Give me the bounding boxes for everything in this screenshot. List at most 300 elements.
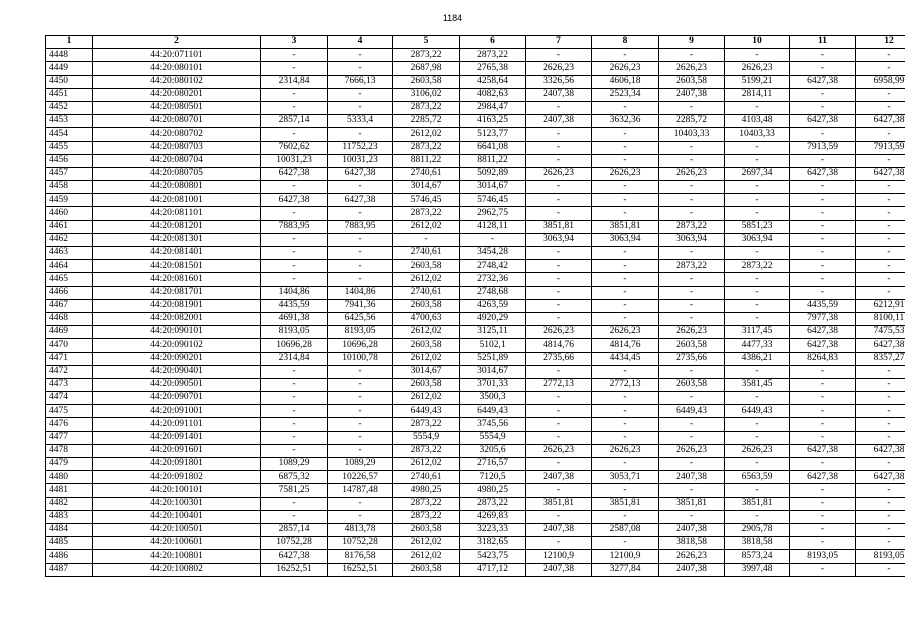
table-row bbox=[46, 88, 905, 101]
table-cell-col-5: 2603,58 bbox=[393, 260, 460, 273]
table-cell-col-7: - bbox=[526, 247, 592, 260]
table-cell-col-2: 44:20:081201 bbox=[93, 220, 261, 233]
table-cell-col-4: 8193,05 bbox=[328, 326, 393, 339]
table-cell-col-3: 1089,29 bbox=[261, 458, 328, 471]
table-cell-col-1: 4449 bbox=[46, 62, 93, 75]
table-cell-col-3: - bbox=[261, 444, 328, 457]
table-cell-col-11: - bbox=[790, 405, 856, 418]
table-row bbox=[46, 418, 905, 431]
table-cell-col-11: 6427,38 bbox=[790, 115, 856, 128]
table-cell-col-4: - bbox=[328, 207, 393, 220]
table-cell-col-11: - bbox=[790, 273, 856, 286]
table-cell-col-11: 6427,38 bbox=[790, 167, 856, 180]
table-cell-col-4: - bbox=[328, 101, 393, 114]
table-cell-col-6: 3745,56 bbox=[460, 418, 526, 431]
table-cell-col-7: - bbox=[526, 484, 592, 497]
table-cell-col-1: 4482 bbox=[46, 497, 93, 510]
table-cell-col-3: - bbox=[261, 49, 328, 62]
table-cell-col-4: - bbox=[328, 365, 393, 378]
table-cell-col-12: - bbox=[856, 431, 905, 444]
table-cell-col-12: 6427,38 bbox=[856, 339, 905, 352]
column-header-8: 8 bbox=[592, 36, 659, 49]
table-row bbox=[46, 405, 905, 418]
table-cell-col-5: 4700,63 bbox=[393, 312, 460, 325]
table-cell-col-1: 4472 bbox=[46, 365, 93, 378]
column-header-12: 12 bbox=[856, 36, 905, 49]
table-cell-col-9: - bbox=[659, 207, 725, 220]
table-cell-col-8: 4434,45 bbox=[592, 352, 659, 365]
table-cell-col-2: 44:20:080703 bbox=[93, 141, 261, 154]
table-cell-col-2: 44:20:080501 bbox=[93, 101, 261, 114]
table-cell-col-9: 2626,23 bbox=[659, 444, 725, 457]
table-cell-col-9: 2873,22 bbox=[659, 220, 725, 233]
table-cell-col-1: 4483 bbox=[46, 510, 93, 523]
table-cell-col-8: - bbox=[592, 510, 659, 523]
table-cell-col-1: 4458 bbox=[46, 181, 93, 194]
table-cell-col-6: 3182,65 bbox=[460, 537, 526, 550]
table-cell-col-4: 8176,58 bbox=[328, 550, 393, 563]
table-cell-col-4: 1089,29 bbox=[328, 458, 393, 471]
table-cell-col-7: - bbox=[526, 299, 592, 312]
table-cell-col-4: 10752,28 bbox=[328, 537, 393, 550]
table-cell-col-4: - bbox=[328, 510, 393, 523]
table-cell-col-11: - bbox=[790, 128, 856, 141]
table-cell-col-11: - bbox=[790, 233, 856, 246]
table-cell-col-9: - bbox=[659, 365, 725, 378]
table-cell-col-8: - bbox=[592, 247, 659, 260]
column-header-11: 11 bbox=[790, 36, 856, 49]
table-cell-col-7: - bbox=[526, 418, 592, 431]
table-cell-col-6: 2732,36 bbox=[460, 273, 526, 286]
table-cell-col-9: 10403,33 bbox=[659, 128, 725, 141]
table-cell-col-1: 4455 bbox=[46, 141, 93, 154]
table-cell-col-5: 3106,02 bbox=[393, 88, 460, 101]
table-cell-col-9: - bbox=[659, 312, 725, 325]
table-cell-col-11: - bbox=[790, 497, 856, 510]
table-cell-col-5: 4980,25 bbox=[393, 484, 460, 497]
table-cell-col-7: 2772,13 bbox=[526, 378, 592, 391]
table-cell-col-12: - bbox=[856, 88, 905, 101]
table-cell-col-5: 2873,22 bbox=[393, 510, 460, 523]
table-cell-col-3: 7883,95 bbox=[261, 220, 328, 233]
table-cell-col-10: - bbox=[725, 431, 790, 444]
table-cell-col-12: - bbox=[856, 563, 905, 576]
table-cell-col-4: 14787,48 bbox=[328, 484, 393, 497]
table-cell-col-3: 6427,38 bbox=[261, 194, 328, 207]
table-cell-col-9: - bbox=[659, 141, 725, 154]
table-cell-col-12: - bbox=[856, 194, 905, 207]
table-cell-col-4: - bbox=[328, 62, 393, 75]
table-cell-col-9: - bbox=[659, 154, 725, 167]
table-body bbox=[46, 49, 905, 577]
table-cell-col-3: 4435,59 bbox=[261, 299, 328, 312]
table-cell-col-8: - bbox=[592, 207, 659, 220]
table-cell-col-9: 2407,38 bbox=[659, 471, 725, 484]
table-cell-col-9: - bbox=[659, 431, 725, 444]
table-cell-col-5: 2612,02 bbox=[393, 392, 460, 405]
table-cell-col-12: - bbox=[856, 523, 905, 536]
table-cell-col-5: 2612,02 bbox=[393, 220, 460, 233]
table-cell-col-7: 2626,23 bbox=[526, 326, 592, 339]
table-cell-col-2: 44:20:080101 bbox=[93, 62, 261, 75]
table-cell-col-7: - bbox=[526, 141, 592, 154]
table-cell-col-2: 44:20:090101 bbox=[93, 326, 261, 339]
table-cell-col-10: - bbox=[725, 247, 790, 260]
table-cell-col-2: 44:20:091101 bbox=[93, 418, 261, 431]
table-cell-col-3: 6427,38 bbox=[261, 550, 328, 563]
table-cell-col-10: - bbox=[725, 299, 790, 312]
table-row bbox=[46, 352, 905, 365]
table-cell-col-2: 44:20:080704 bbox=[93, 154, 261, 167]
table-cell-col-6: 4920,29 bbox=[460, 312, 526, 325]
table-cell-col-11: - bbox=[790, 458, 856, 471]
table-cell-col-4: 10100,78 bbox=[328, 352, 393, 365]
column-header-2: 2 bbox=[93, 36, 261, 49]
table-cell-col-5: 2740,61 bbox=[393, 471, 460, 484]
table-cell-col-2: 44:20:091801 bbox=[93, 458, 261, 471]
table-cell-col-9: - bbox=[659, 273, 725, 286]
table-cell-col-8: 2626,23 bbox=[592, 167, 659, 180]
table-cell-col-5: 2873,22 bbox=[393, 141, 460, 154]
table-cell-col-12: - bbox=[856, 181, 905, 194]
page-number: 1184 bbox=[442, 13, 463, 23]
table-row bbox=[46, 260, 905, 273]
table-cell-col-1: 4484 bbox=[46, 523, 93, 536]
table-cell-col-10: 3063,94 bbox=[725, 233, 790, 246]
table-cell-col-9: 2285,72 bbox=[659, 115, 725, 128]
table-cell-col-7: 2735,66 bbox=[526, 352, 592, 365]
table-cell-col-1: 4473 bbox=[46, 378, 93, 391]
table-row bbox=[46, 563, 905, 576]
table-cell-col-1: 4453 bbox=[46, 115, 93, 128]
table-cell-col-2: 44:20:080801 bbox=[93, 181, 261, 194]
table-cell-col-5: 2603,58 bbox=[393, 75, 460, 88]
table-cell-col-9: 2873,22 bbox=[659, 260, 725, 273]
table-row bbox=[46, 273, 905, 286]
table-cell-col-2: 44:20:081701 bbox=[93, 286, 261, 299]
table-cell-col-1: 4457 bbox=[46, 167, 93, 180]
table-cell-col-11: - bbox=[790, 418, 856, 431]
table-cell-col-12: 6427,38 bbox=[856, 167, 905, 180]
table-cell-col-10: 4477,33 bbox=[725, 339, 790, 352]
table-cell-col-11: 4435,59 bbox=[790, 299, 856, 312]
column-header-5: 5 bbox=[393, 36, 460, 49]
table-cell-col-2: 44:20:091401 bbox=[93, 431, 261, 444]
table-cell-col-7: - bbox=[526, 207, 592, 220]
table-cell-col-7: 12100,9 bbox=[526, 550, 592, 563]
table-cell-col-1: 4476 bbox=[46, 418, 93, 431]
table-cell-col-9: 2407,38 bbox=[659, 88, 725, 101]
table-cell-col-7: 2407,38 bbox=[526, 471, 592, 484]
table-cell-col-8: 3632,36 bbox=[592, 115, 659, 128]
table-cell-col-6: 3205,6 bbox=[460, 444, 526, 457]
table-cell-col-8: 3277,84 bbox=[592, 563, 659, 576]
table-cell-col-4: 6427,38 bbox=[328, 194, 393, 207]
table-cell-col-11: - bbox=[790, 194, 856, 207]
table-cell-col-4: - bbox=[328, 181, 393, 194]
table-cell-col-1: 4448 bbox=[46, 49, 93, 62]
table-cell-col-8: 2523,34 bbox=[592, 88, 659, 101]
table-cell-col-11: - bbox=[790, 484, 856, 497]
table-cell-col-3: - bbox=[261, 392, 328, 405]
table-cell-col-5: 2612,02 bbox=[393, 537, 460, 550]
table-cell-col-9: 2407,38 bbox=[659, 523, 725, 536]
table-cell-col-6: 3223,33 bbox=[460, 523, 526, 536]
table-cell-col-3: - bbox=[261, 365, 328, 378]
table-cell-col-3: - bbox=[261, 510, 328, 523]
table-cell-col-1: 4451 bbox=[46, 88, 93, 101]
table-cell-col-10: - bbox=[725, 484, 790, 497]
table-cell-col-9: - bbox=[659, 458, 725, 471]
table-cell-col-10: - bbox=[725, 458, 790, 471]
table-cell-col-11: 8193,05 bbox=[790, 550, 856, 563]
table-cell-col-4: - bbox=[328, 247, 393, 260]
table-cell-col-1: 4459 bbox=[46, 194, 93, 207]
table-cell-col-8: - bbox=[592, 181, 659, 194]
table-row bbox=[46, 247, 905, 260]
table-cell-col-5: 2603,58 bbox=[393, 299, 460, 312]
table-cell-col-4: - bbox=[328, 378, 393, 391]
table-cell-col-12: - bbox=[856, 62, 905, 75]
table-cell-col-1: 4487 bbox=[46, 563, 93, 576]
table-cell-col-3: - bbox=[261, 207, 328, 220]
table-row bbox=[46, 286, 905, 299]
table-cell-col-4: - bbox=[328, 260, 393, 273]
table-cell-col-4: 16252,51 bbox=[328, 563, 393, 576]
table-row bbox=[46, 378, 905, 391]
table-cell-col-12: - bbox=[856, 233, 905, 246]
table-cell-col-2: 44:20:100101 bbox=[93, 484, 261, 497]
table-cell-col-2: 44:20:080701 bbox=[93, 115, 261, 128]
table-cell-col-11: - bbox=[790, 220, 856, 233]
table-cell-col-6: 3014,67 bbox=[460, 365, 526, 378]
table-cell-col-3: 6427,38 bbox=[261, 167, 328, 180]
table-cell-col-2: 44:20:080705 bbox=[93, 167, 261, 180]
table-cell-col-10: - bbox=[725, 510, 790, 523]
table-cell-col-5: 2873,22 bbox=[393, 207, 460, 220]
column-header-10: 10 bbox=[725, 36, 790, 49]
table-cell-col-11: - bbox=[790, 88, 856, 101]
column-header-3: 3 bbox=[261, 36, 328, 49]
table-cell-col-11: - bbox=[790, 181, 856, 194]
table-cell-col-12: 6958,99 bbox=[856, 75, 905, 88]
table-cell-col-3: 7581,25 bbox=[261, 484, 328, 497]
table-cell-col-11: - bbox=[790, 247, 856, 260]
table-cell-col-12: 6427,38 bbox=[856, 115, 905, 128]
table-cell-col-11: 8264,83 bbox=[790, 352, 856, 365]
table-row bbox=[46, 510, 905, 523]
table-cell-col-8: 2626,23 bbox=[592, 444, 659, 457]
table-cell-col-6: - bbox=[460, 233, 526, 246]
table-row bbox=[46, 326, 905, 339]
table-cell-col-2: 44:20:080702 bbox=[93, 128, 261, 141]
table-cell-col-5: 3014,67 bbox=[393, 365, 460, 378]
table-cell-col-3: - bbox=[261, 233, 328, 246]
table-cell-col-6: 6641,08 bbox=[460, 141, 526, 154]
table-cell-col-10: 3851,81 bbox=[725, 497, 790, 510]
table-cell-col-9: 2626,23 bbox=[659, 62, 725, 75]
table-cell-col-10: 5851,23 bbox=[725, 220, 790, 233]
table-cell-col-3: 1404,86 bbox=[261, 286, 328, 299]
table-cell-col-6: 2984,47 bbox=[460, 101, 526, 114]
table-cell-col-9: - bbox=[659, 101, 725, 114]
table-cell-col-9: 2603,58 bbox=[659, 339, 725, 352]
table-cell-col-9: 2626,23 bbox=[659, 167, 725, 180]
table-cell-col-8: - bbox=[592, 273, 659, 286]
table-cell-col-3: 2857,14 bbox=[261, 523, 328, 536]
table-cell-col-7: - bbox=[526, 286, 592, 299]
table-cell-col-1: 4481 bbox=[46, 484, 93, 497]
table-cell-col-12: - bbox=[856, 458, 905, 471]
table-row bbox=[46, 339, 905, 352]
table-cell-col-9: - bbox=[659, 49, 725, 62]
table-cell-col-10: 2905,78 bbox=[725, 523, 790, 536]
table-row bbox=[46, 220, 905, 233]
table-cell-col-8: - bbox=[592, 141, 659, 154]
table-cell-col-7: 3326,56 bbox=[526, 75, 592, 88]
table-cell-col-6: 2765,38 bbox=[460, 62, 526, 75]
table-cell-col-4: - bbox=[328, 431, 393, 444]
table-cell-col-12: - bbox=[856, 128, 905, 141]
table-cell-col-1: 4463 bbox=[46, 247, 93, 260]
table-cell-col-10: 2873,22 bbox=[725, 260, 790, 273]
table-cell-col-4: - bbox=[328, 49, 393, 62]
table-cell-col-11: 7913,59 bbox=[790, 141, 856, 154]
table-cell-col-2: 44:20:081301 bbox=[93, 233, 261, 246]
table-cell-col-5: 2612,02 bbox=[393, 550, 460, 563]
table-cell-col-8: - bbox=[592, 312, 659, 325]
table-row bbox=[46, 471, 905, 484]
table-cell-col-7: - bbox=[526, 101, 592, 114]
table-cell-col-12: - bbox=[856, 418, 905, 431]
table-cell-col-10: 10403,33 bbox=[725, 128, 790, 141]
table-cell-col-8: 2626,23 bbox=[592, 62, 659, 75]
table-cell-col-10: 8573,24 bbox=[725, 550, 790, 563]
table-cell-col-1: 4474 bbox=[46, 392, 93, 405]
table-row bbox=[46, 207, 905, 220]
table-cell-col-3: - bbox=[261, 247, 328, 260]
table-cell-col-4: 11752,23 bbox=[328, 141, 393, 154]
table-cell-col-11: - bbox=[790, 154, 856, 167]
table-cell-col-3: 16252,51 bbox=[261, 563, 328, 576]
table-cell-col-4: 7666,13 bbox=[328, 75, 393, 88]
table-cell-col-10: 3581,45 bbox=[725, 378, 790, 391]
table-row bbox=[46, 431, 905, 444]
table-cell-col-7: - bbox=[526, 365, 592, 378]
table-cell-col-6: 6449,43 bbox=[460, 405, 526, 418]
table-row bbox=[46, 537, 905, 550]
table-cell-col-7: - bbox=[526, 431, 592, 444]
table-row bbox=[46, 550, 905, 563]
table-cell-col-10: 3117,45 bbox=[725, 326, 790, 339]
table-cell-col-8: 4606,18 bbox=[592, 75, 659, 88]
table-cell-col-9: 2626,23 bbox=[659, 326, 725, 339]
table-row bbox=[46, 167, 905, 180]
table-cell-col-11: 7977,38 bbox=[790, 312, 856, 325]
table-cell-col-11: 6427,38 bbox=[790, 339, 856, 352]
table-cell-col-10: - bbox=[725, 207, 790, 220]
table-cell-col-10: - bbox=[725, 392, 790, 405]
table-cell-col-5: 2603,58 bbox=[393, 378, 460, 391]
table-cell-col-9: 2626,23 bbox=[659, 550, 725, 563]
table-cell-col-6: 3125,11 bbox=[460, 326, 526, 339]
table-cell-col-4: - bbox=[328, 418, 393, 431]
table-cell-col-4: - bbox=[328, 88, 393, 101]
table-cell-col-11: 6427,38 bbox=[790, 444, 856, 457]
table-cell-col-5: 2740,61 bbox=[393, 247, 460, 260]
table-cell-col-6: 2716,57 bbox=[460, 458, 526, 471]
table-cell-col-7: 2626,23 bbox=[526, 167, 592, 180]
table-cell-col-10: - bbox=[725, 273, 790, 286]
column-header-6: 6 bbox=[460, 36, 526, 49]
table-cell-col-8: - bbox=[592, 418, 659, 431]
table-cell-col-8: - bbox=[592, 49, 659, 62]
table-cell-col-7: - bbox=[526, 154, 592, 167]
table-cell-col-2: 44:20:071101 bbox=[93, 49, 261, 62]
table-cell-col-11: - bbox=[790, 101, 856, 114]
table-cell-col-7: 4814,76 bbox=[526, 339, 592, 352]
table-cell-col-9: - bbox=[659, 194, 725, 207]
table-cell-col-7: 3851,81 bbox=[526, 220, 592, 233]
table-cell-col-12: 6427,38 bbox=[856, 444, 905, 457]
table-cell-col-8: - bbox=[592, 431, 659, 444]
table-cell-col-9: - bbox=[659, 247, 725, 260]
table-cell-col-3: - bbox=[261, 405, 328, 418]
table-cell-col-11: 6427,38 bbox=[790, 471, 856, 484]
table-cell-col-12: 7913,59 bbox=[856, 141, 905, 154]
table-cell-col-3: 10696,28 bbox=[261, 339, 328, 352]
table-cell-col-10: - bbox=[725, 312, 790, 325]
table-cell-col-5: 2873,22 bbox=[393, 418, 460, 431]
table-cell-col-1: 4462 bbox=[46, 233, 93, 246]
table-cell-col-9: 2603,58 bbox=[659, 378, 725, 391]
table-cell-col-2: 44:20:081901 bbox=[93, 299, 261, 312]
table-cell-col-8: - bbox=[592, 392, 659, 405]
table-cell-col-7: 3851,81 bbox=[526, 497, 592, 510]
table-cell-col-8: 3053,71 bbox=[592, 471, 659, 484]
table-cell-col-2: 44:20:100601 bbox=[93, 537, 261, 550]
table-cell-col-6: 5092,89 bbox=[460, 167, 526, 180]
table-row bbox=[46, 484, 905, 497]
table-cell-col-4: 1404,86 bbox=[328, 286, 393, 299]
table-cell-col-11: - bbox=[790, 62, 856, 75]
table-cell-col-11: - bbox=[790, 365, 856, 378]
table-cell-col-8: - bbox=[592, 484, 659, 497]
table-cell-col-12: - bbox=[856, 220, 905, 233]
table-cell-col-2: 44:20:090401 bbox=[93, 365, 261, 378]
table-cell-col-7: - bbox=[526, 405, 592, 418]
table-cell-col-7: 2407,38 bbox=[526, 523, 592, 536]
table-cell-col-11: - bbox=[790, 510, 856, 523]
table-cell-col-9: 3063,94 bbox=[659, 233, 725, 246]
table-cell-col-2: 44:20:090201 bbox=[93, 352, 261, 365]
table-cell-col-5: 2612,02 bbox=[393, 128, 460, 141]
table-cell-col-8: 3063,94 bbox=[592, 233, 659, 246]
table-cell-col-6: 4258,64 bbox=[460, 75, 526, 88]
table-cell-col-10: 4386,21 bbox=[725, 352, 790, 365]
table-cell-col-2: 44:20:081001 bbox=[93, 194, 261, 207]
table-cell-col-4: 4813,78 bbox=[328, 523, 393, 536]
table-cell-col-3: 2314,84 bbox=[261, 75, 328, 88]
table-cell-col-11: - bbox=[790, 260, 856, 273]
table-cell-col-12: 6427,38 bbox=[856, 471, 905, 484]
table-cell-col-6: 7120,5 bbox=[460, 471, 526, 484]
table-cell-col-3: - bbox=[261, 260, 328, 273]
table-cell-col-10: 2697,34 bbox=[725, 167, 790, 180]
table-cell-col-6: 5554,9 bbox=[460, 431, 526, 444]
table-cell-col-10: - bbox=[725, 49, 790, 62]
table-cell-col-8: - bbox=[592, 365, 659, 378]
